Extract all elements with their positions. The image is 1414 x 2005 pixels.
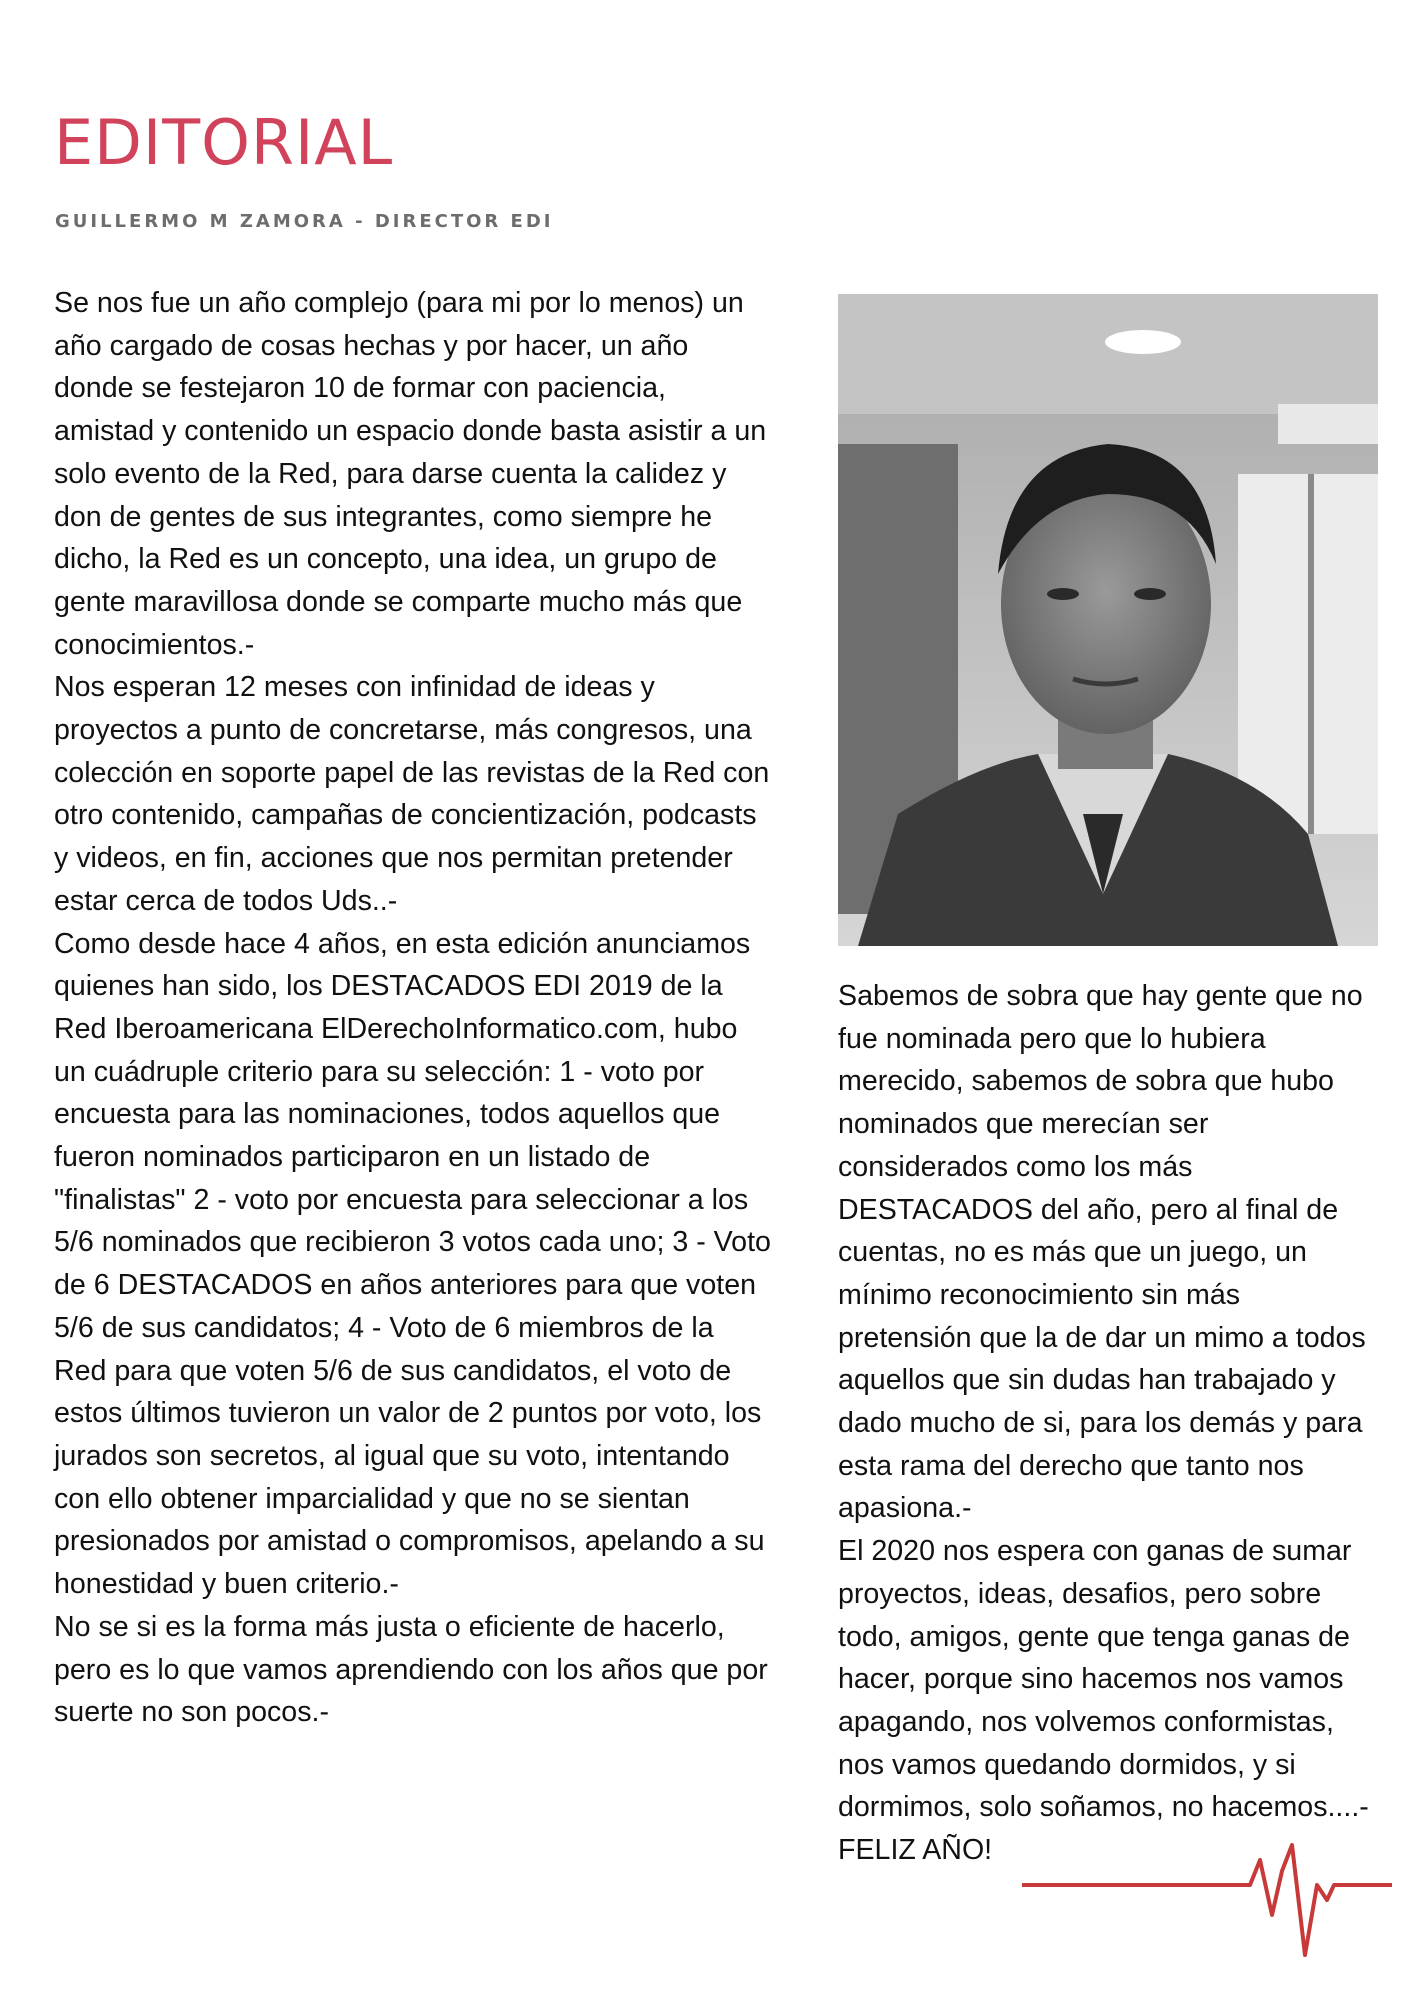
paragraph: El 2020 nos espera con ganas de sumar proyectos, ideas, desafios, pero sobre todo, amigos, gente que tenga ganas de hacer, porque sino hacemos nos vamos apagando, nos volvemos conformistas, nos vamos quedando dormidos, y si dormimos, solo soñamos, no hacemos....- <box>838 1535 1369 1824</box>
page-title: EDITORIAL <box>54 106 394 179</box>
author-byline: GUILLERMO M ZAMORA - DIRECTOR EDI <box>55 211 554 232</box>
author-photo <box>838 294 1378 946</box>
right-column-text <box>838 975 1378 1872</box>
paragraph: Sabemos de sobra que hay gente que no fue nominada pero que lo hubiera merecido, sabemos de sobra que hubo nominados que merecían ser considerados como los más DESTACADOS del año, pero al final de cuentas, no es más que un juego, un mínimo reconocimiento sin más pretensión que la de dar un mimo a todos aquellos que sin dudas han trabajado y dado mucho de si, para los demás y para esta rama del derecho que tanto nos apasiona.- <box>838 980 1366 1525</box>
paragraph: No se si es la forma más justa o eficiente de hacerlo, pero es lo que vamos aprendiendo con los años que por suerte no son pocos.- <box>54 1610 768 1729</box>
left-column-text <box>54 282 774 1734</box>
paragraph: Como desde hace 4 años, en esta edición anunciamos quienes han sido, los DESTACADOS EDI 2019 de la Red Iberoamericana ElDerechoInformatico.com, hubo un cuádruple criterio para su selección: 1 - voto por encuesta para las nominaciones, todos aquellos que fueron nominados participaron en un listado de "finalistas" 2 - voto por encuesta para seleccionar a los 5/6 nominados que recibieron 3 votos cada uno; 3 - Voto de 6 DESTACADOS en años anteriores para que voten 5/6 de sus candidatos; 4 - Voto de 6 miembros de la Red para que voten 5/6 de sus candidatos, el voto de estos últimos tuvieron un valor de 2 puntos por voto, los jurados son secretos, al igual que su voto, intentando con ello obtener imparcialidad y que no se sientan presionados por amistad o compromisos, apelando a su honestidad y buen criterio.- <box>54 927 771 1601</box>
closing-line: FELIZ AÑO! <box>838 1834 993 1867</box>
paragraph: Se nos fue un año complejo (para mi por lo menos) un año cargado de cosas hechas y por hacer, un año donde se festejaron 10 de formar con paciencia, amistad y contenido un espacio donde basta asistir a un solo evento de la Red, para darse cuenta la calidez y don de gentes de sus integrantes, como siempre he dicho, la Red es un concepto, una idea, un grupo de gente maravillosa donde se comparte mucho más que conocimientos.- <box>54 287 767 661</box>
paragraph: Nos esperan 12 meses con infinidad de ideas y proyectos a punto de concretarse, más congresos, una colección en soporte papel de las revistas de la Red con otro contenido, campañas de concientización, podcasts y videos, en fin, acciones que nos permitan pretender estar cerca de todos Uds..- <box>54 671 770 917</box>
heartbeat-line-icon <box>1022 1805 1392 2000</box>
